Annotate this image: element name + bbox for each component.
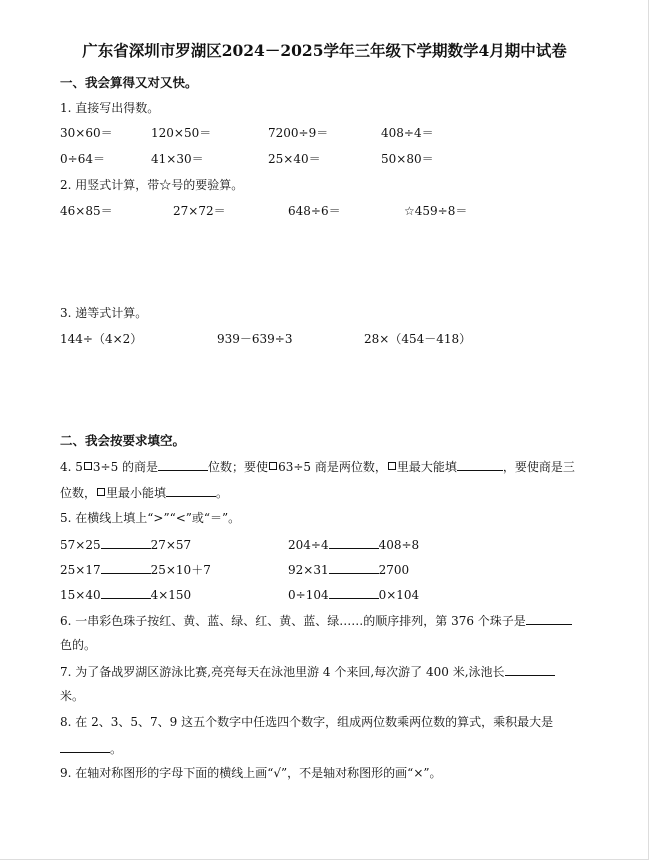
q4-text: 。	[216, 486, 229, 500]
q4-text: 3÷5 的商是	[92, 460, 159, 474]
q5-expr: 408÷8	[378, 538, 420, 552]
q5-compare-left	[60, 586, 191, 603]
answer-blank[interactable]	[101, 536, 151, 549]
q5-expr: 4×150	[150, 588, 192, 602]
q3-item: 939－639÷3	[217, 332, 293, 346]
q2-item: 648÷6＝	[288, 204, 341, 218]
q5-expr: 57×25	[60, 538, 101, 552]
answer-blank[interactable]	[526, 612, 572, 625]
box-placeholder-icon	[269, 462, 277, 470]
q3-item: 28×（454－418）	[364, 332, 472, 346]
section1-heading: 一、我会算得又对又快。	[60, 75, 198, 90]
q5-label: 5. 在横线上填上“>”“<”或“＝”。	[60, 511, 241, 525]
q8-line2	[60, 740, 122, 757]
q1-item: 50×80＝	[381, 152, 434, 166]
q9-line1: 9. 在轴对称图形的字母下面的横线上画“√”，不是轴对称图形的画“×”。	[60, 766, 442, 780]
q4-text: 63÷5 商是两位数，	[278, 460, 387, 474]
q2-label: 2. 用竖式计算，带☆号的要验算。	[60, 178, 244, 192]
answer-blank[interactable]	[329, 536, 379, 549]
q1-item: 41×30＝	[151, 152, 204, 166]
answer-blank[interactable]	[329, 561, 379, 574]
q4-text: 位数；要使	[208, 460, 269, 474]
q1-item: 30×60＝	[60, 126, 113, 140]
q1-item: 408÷4＝	[381, 126, 434, 140]
answer-blank[interactable]	[60, 740, 110, 753]
answer-blank[interactable]	[158, 458, 208, 471]
q7-line2: 米。	[60, 689, 85, 703]
answer-blank[interactable]	[166, 484, 216, 497]
q2-item: 27×72＝	[173, 204, 226, 218]
q4-text: 里最大能填	[396, 460, 457, 474]
q4-text: ，要使商是三	[502, 460, 575, 474]
q2-item: 46×85＝	[60, 204, 113, 218]
q3-label: 3. 递等式计算。	[60, 306, 148, 320]
q7-text: 7. 为了备战罗湖区游泳比赛,亮亮每天在泳池里游 4 个来回,每次游了 400 米,泳池长	[60, 665, 505, 679]
q7-line1	[60, 663, 555, 680]
q4-text: 位数，	[60, 486, 97, 500]
box-placeholder-icon	[97, 488, 105, 496]
q2-item: ☆459÷8＝	[404, 204, 468, 218]
section2-heading: 二、我会按要求填空。	[60, 433, 186, 448]
q5-expr: 0×104	[378, 588, 420, 602]
answer-blank[interactable]	[505, 663, 555, 676]
q5-compare-right	[288, 536, 419, 553]
answer-blank[interactable]	[457, 458, 503, 471]
q5-expr: 92×31	[288, 563, 329, 577]
q5-compare-right	[288, 561, 409, 578]
answer-blank[interactable]	[329, 586, 379, 599]
q1-item: 25×40＝	[268, 152, 321, 166]
q8-text: 。	[110, 742, 123, 756]
q1-item: 0÷64＝	[60, 152, 105, 166]
q5-expr: 0÷104	[288, 588, 329, 602]
q1-item: 7200÷9＝	[268, 126, 329, 140]
q6-line1	[60, 612, 572, 629]
q5-expr: 25×17	[60, 563, 101, 577]
answer-blank[interactable]	[101, 586, 151, 599]
q1-item: 120×50＝	[151, 126, 212, 140]
q4-line2	[60, 484, 228, 501]
q5-compare-left	[60, 536, 191, 553]
q8-line1: 8. 在 2、3、5、7、9 这五个数字中任选四个数字，组成两位数乘两位数的算式，乘积最大是	[60, 715, 554, 729]
q4-line1	[60, 458, 575, 475]
q3-item: 144÷（4×2）	[60, 332, 143, 346]
q6-text: 6. 一串彩色珠子按红、黄、蓝、绿、红、黄、蓝、绿……的顺序排列，第 376 个珠子是	[60, 614, 526, 628]
q1-label: 1. 直接写出得数。	[60, 101, 160, 115]
q5-expr: 15×40	[60, 588, 101, 602]
q5-expr: 25×10＋7	[150, 563, 211, 577]
q4-text: 里最小能填	[106, 486, 167, 500]
box-placeholder-icon	[84, 462, 92, 470]
q5-expr: 27×57	[150, 538, 192, 552]
answer-blank[interactable]	[101, 561, 151, 574]
q4-text: 4. 5	[60, 460, 83, 474]
q5-compare-right	[288, 586, 419, 603]
q5-expr: 204÷4	[288, 538, 329, 552]
q5-compare-left	[60, 561, 211, 578]
q6-line2: 色的。	[60, 638, 97, 652]
box-placeholder-icon	[388, 462, 396, 470]
q5-expr: 2700	[378, 563, 410, 577]
page-title: 广东省深圳市罗湖区2024－2025学年三年级下学期数学4月期中试卷	[82, 41, 567, 60]
